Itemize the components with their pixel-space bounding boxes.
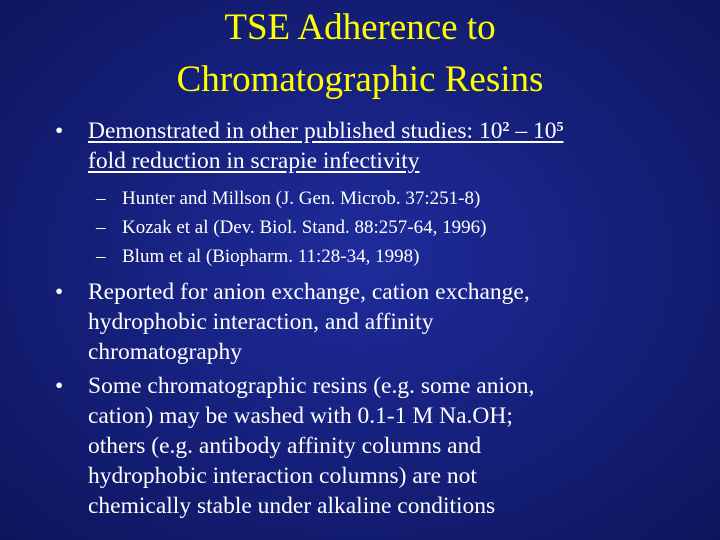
bullet-line: Some chromatographic resins (e.g. some anion, — [88, 373, 535, 399]
bullet-line: hydrophobic interaction columns) are not — [88, 463, 477, 489]
bullet-dot-icon — [55, 116, 63, 146]
bullet-line: others (e.g. antibody affinity columns and — [88, 433, 482, 459]
bullet-line: hydrophobic interaction, and affinity — [88, 309, 434, 335]
bullet-dot-icon — [55, 371, 63, 401]
dash-bullet-icon — [96, 184, 106, 213]
bullet-chromatography-types — [0, 277, 720, 367]
dash-bullet-icon — [96, 242, 106, 271]
bullet-line: cation) may be washed with 0.1-1 M Na.OH; — [88, 403, 513, 429]
slide-title-line-1: TSE Adherence to — [224, 7, 496, 48]
bullet-line: chromatography — [88, 339, 243, 365]
reference-item — [0, 184, 720, 213]
reference-item — [0, 213, 720, 242]
bullet-published-studies-line2: fold reduction in scrapie infectivity — [88, 148, 420, 174]
reference-text: Hunter and Millson (J. Gen. Microb. 37:251-8) — [122, 188, 481, 209]
bullet-dot-icon — [55, 277, 63, 307]
bullet-published-studies-text — [88, 118, 563, 174]
bullet-published-studies-main: Demonstrated in other published studies: 10 — [88, 118, 503, 144]
bullet-list — [0, 116, 720, 521]
bullet-line: Reported for anion exchange, cation exchange, — [88, 279, 530, 305]
slide-title-line-2: Chromatographic Resins — [176, 59, 544, 100]
reference-text: Blum et al (Biopharm. 11:28-34, 1998) — [122, 246, 420, 267]
reference-item — [0, 242, 720, 271]
bullet-line: chemically stable under alkaline conditions — [88, 493, 496, 519]
reference-text: Kozak et al (Dev. Biol. Stand. 88:257-64, 1996) — [122, 217, 487, 238]
bullet-published-studies-dash: – 10 — [509, 118, 557, 144]
superscript-exponent-2: 2 — [502, 120, 510, 135]
slide-title — [0, 2, 720, 106]
bullet-published-studies — [0, 116, 720, 176]
bullet-naoh-washing — [0, 371, 720, 521]
reference-sublist — [0, 184, 720, 271]
superscript-exponent-5: 5 — [556, 120, 564, 135]
dash-bullet-icon — [96, 213, 106, 242]
